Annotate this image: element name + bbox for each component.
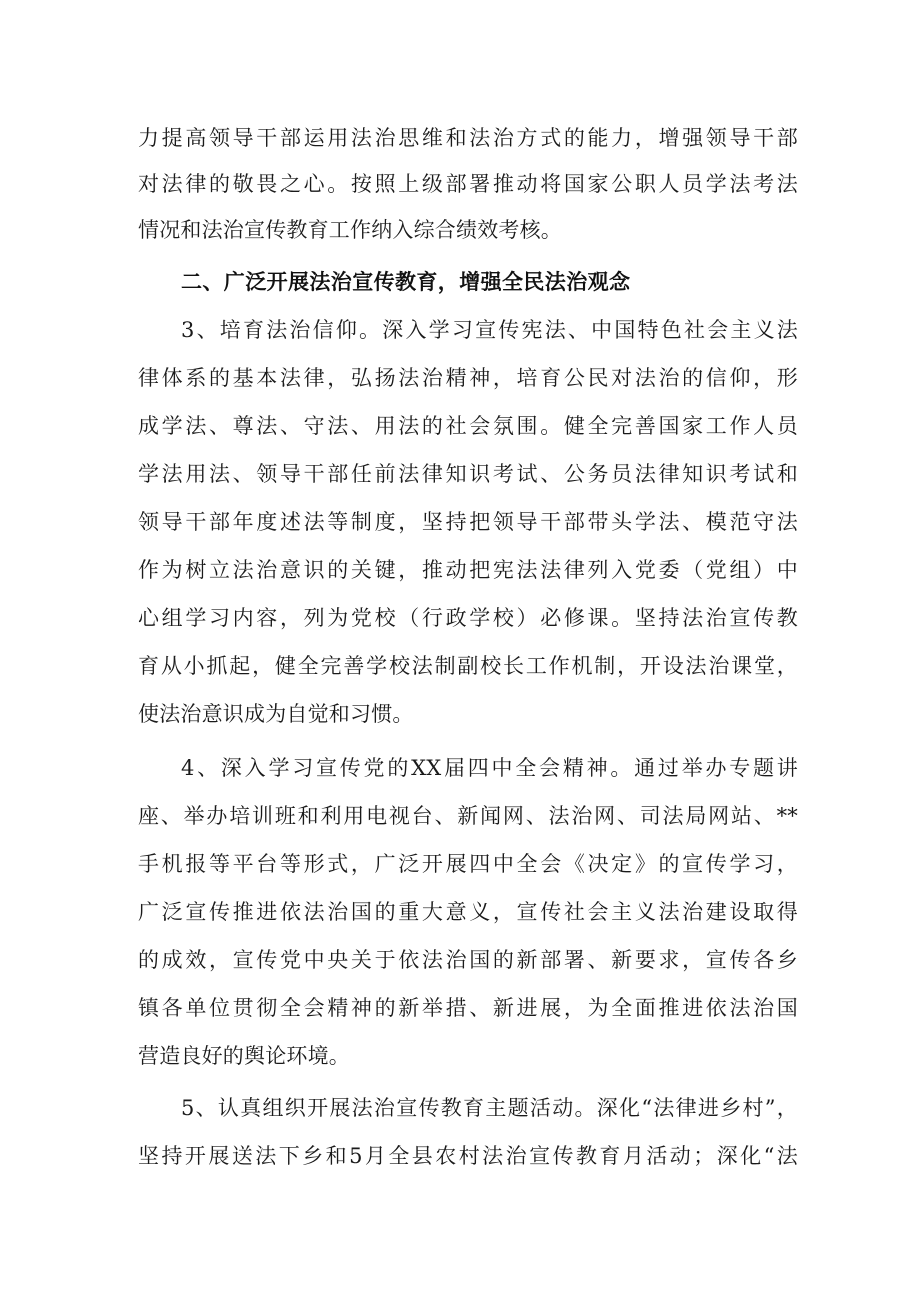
paragraph-line: 手机报等平台等形式，广泛开展四中全会《决定》的宣传学习，	[138, 852, 798, 876]
paragraph-line: 营造良好的舆论环境。	[138, 1044, 350, 1068]
paragraph-line: 心组学习内容，列为党校（行政学校）必修课。坚持法治宣传教	[138, 606, 798, 630]
section-heading: 二、广泛开展法治宣传教育，增强全民法治观念	[181, 270, 631, 294]
paragraph-line: 的成效，宣传党中央关于依法治国的新部署、新要求，宣传各乡	[138, 948, 798, 972]
paragraph-line: 镇各单位贯彻全会精神的新举措、新进展，为全面推进依法治国	[138, 996, 798, 1020]
paragraph-line: 育从小抓起，健全完善学校法制副校长工作机制，开设法治课堂，	[138, 654, 798, 678]
paragraph-line: 4、深入学习宣传党的XX届四中全会精神。通过举办专题讲	[181, 756, 798, 780]
paragraph-line: 作为树立法治意识的关键，推动把宪法法律列入党委（党组）中	[138, 558, 798, 582]
paragraph-line: 领导干部年度述法等制度，坚持把领导干部带头学法、模范守法	[138, 510, 798, 534]
paragraph-line: 成学法、尊法、守法、用法的社会氛围。健全完善国家工作人员	[138, 414, 798, 438]
paragraph-line: 律体系的基本法律，弘扬法治精神，培育公民对法治的信仰，形	[138, 366, 798, 390]
paragraph-line: 坚持开展送法下乡和5月全县农村法治宣传教育月活动；深化“法	[138, 1144, 798, 1168]
paragraph-line: 3、培育法治信仰。深入学习宣传宪法、中国特色社会主义法	[181, 318, 798, 342]
paragraph-line: 力提高领导干部运用法治思维和法治方式的能力，增强领导干部	[138, 126, 798, 150]
paragraph-line: 座、举办培训班和利用电视台、新闻网、法治网、司法局网站、**	[138, 804, 798, 828]
paragraph-line: 5、认真组织开展法治宣传教育主题活动。深化“法律进乡村”，	[181, 1096, 798, 1120]
paragraph-line: 广泛宣传推进依法治国的重大意义，宣传社会主义法治建设取得	[138, 900, 798, 924]
paragraph-line: 使法治意识成为自觉和习惯。	[138, 702, 414, 726]
paragraph-line: 情况和法治宣传教育工作纳入综合绩效考核。	[138, 218, 562, 242]
paragraph-line: 对法律的敬畏之心。按照上级部署推动将国家公职人员学法考法	[138, 172, 798, 196]
paragraph-line: 学法用法、领导干部任前法律知识考试、公务员法律知识考试和	[138, 462, 798, 486]
